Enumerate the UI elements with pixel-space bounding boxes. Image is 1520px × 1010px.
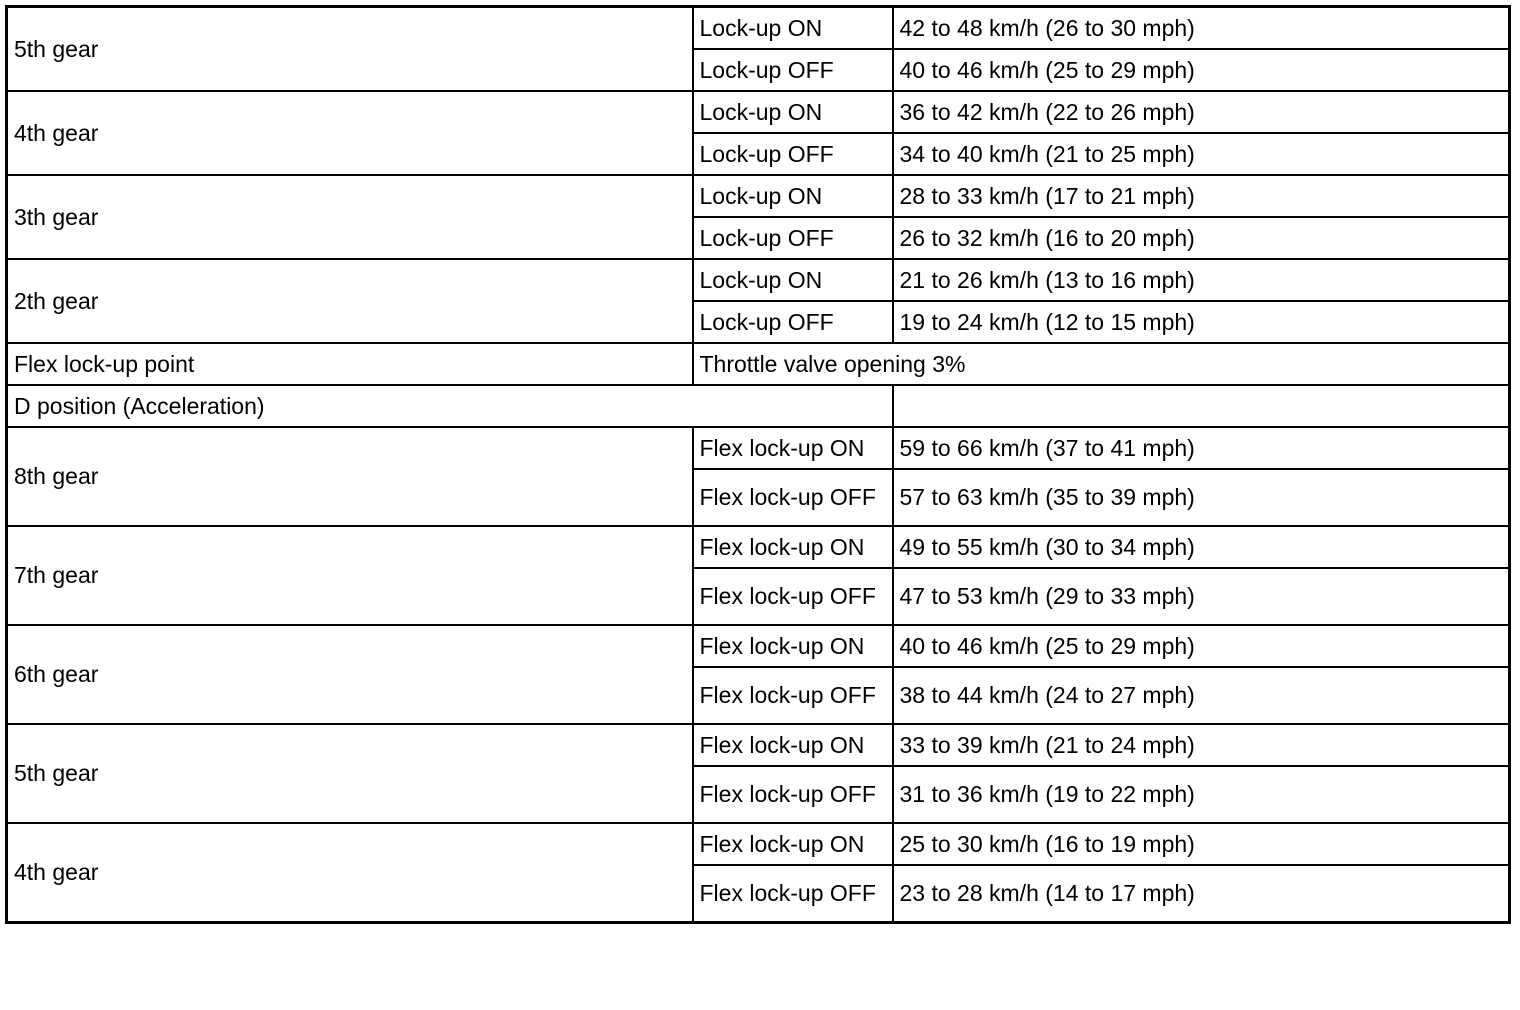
- section-heading: D position (Acceleration): [7, 385, 893, 427]
- table-row: [7, 343, 1510, 385]
- speed-value: 49 to 55 km/h (30 to 34 mph): [893, 526, 1510, 568]
- speed-value: 19 to 24 km/h (12 to 15 mph): [893, 301, 1510, 343]
- mode-label: Lock-up OFF: [693, 217, 893, 259]
- mode-label: Flex lock-up ON: [693, 625, 893, 667]
- mode-label: Lock-up ON: [693, 7, 893, 50]
- mode-label: Flex lock-up OFF: [693, 667, 893, 724]
- mode-label: Flex lock-up ON: [693, 724, 893, 766]
- gear-label: 5th gear: [7, 724, 693, 823]
- mode-label: Flex lock-up ON: [693, 823, 893, 865]
- table-row: [7, 385, 1510, 427]
- mode-label: Lock-up OFF: [693, 49, 893, 91]
- mode-label: Lock-up ON: [693, 259, 893, 301]
- mode-label: Lock-up OFF: [693, 133, 893, 175]
- mode-label: Flex lock-up OFF: [693, 766, 893, 823]
- speed-value: 42 to 48 km/h (26 to 30 mph): [893, 7, 1510, 50]
- gear-label: 4th gear: [7, 91, 693, 175]
- speed-value: 28 to 33 km/h (17 to 21 mph): [893, 175, 1510, 217]
- mode-label: Flex lock-up OFF: [693, 469, 893, 526]
- speed-value: 34 to 40 km/h (21 to 25 mph): [893, 133, 1510, 175]
- speed-value: 31 to 36 km/h (19 to 22 mph): [893, 766, 1510, 823]
- gear-label: 4th gear: [7, 823, 693, 923]
- table-row: [7, 526, 1510, 568]
- speed-value: 36 to 42 km/h (22 to 26 mph): [893, 91, 1510, 133]
- mode-label: Flex lock-up OFF: [693, 568, 893, 625]
- flex-point-value: Throttle valve opening 3%: [693, 343, 1510, 385]
- mode-label: Lock-up ON: [693, 175, 893, 217]
- gear-label: 2th gear: [7, 259, 693, 343]
- table-row: [7, 823, 1510, 865]
- speed-value: 47 to 53 km/h (29 to 33 mph): [893, 568, 1510, 625]
- mode-label: Flex lock-up ON: [693, 427, 893, 469]
- mode-label: Flex lock-up OFF: [693, 865, 893, 923]
- speed-value: 59 to 66 km/h (37 to 41 mph): [893, 427, 1510, 469]
- mode-label: Flex lock-up ON: [693, 526, 893, 568]
- speed-value: 23 to 28 km/h (14 to 17 mph): [893, 865, 1510, 923]
- table-row: [7, 7, 1510, 50]
- table-row: [7, 427, 1510, 469]
- speed-value: 25 to 30 km/h (16 to 19 mph): [893, 823, 1510, 865]
- speed-value: 40 to 46 km/h (25 to 29 mph): [893, 49, 1510, 91]
- speed-value: 38 to 44 km/h (24 to 27 mph): [893, 667, 1510, 724]
- speed-value: 26 to 32 km/h (16 to 20 mph): [893, 217, 1510, 259]
- table-row: [7, 175, 1510, 217]
- table-row: [7, 91, 1510, 133]
- gear-label: 3th gear: [7, 175, 693, 259]
- mode-label: Lock-up ON: [693, 91, 893, 133]
- lockup-speed-table: [5, 5, 1511, 924]
- empty-cell: [893, 385, 1510, 427]
- gear-label: 7th gear: [7, 526, 693, 625]
- table-row: [7, 724, 1510, 766]
- flex-point-label: Flex lock-up point: [7, 343, 693, 385]
- table-row: [7, 259, 1510, 301]
- speed-value: 40 to 46 km/h (25 to 29 mph): [893, 625, 1510, 667]
- speed-value: 57 to 63 km/h (35 to 39 mph): [893, 469, 1510, 526]
- gear-label: 5th gear: [7, 7, 693, 92]
- speed-value: 21 to 26 km/h (13 to 16 mph): [893, 259, 1510, 301]
- speed-value: 33 to 39 km/h (21 to 24 mph): [893, 724, 1510, 766]
- mode-label: Lock-up OFF: [693, 301, 893, 343]
- gear-label: 6th gear: [7, 625, 693, 724]
- gear-label: 8th gear: [7, 427, 693, 526]
- table-row: [7, 625, 1510, 667]
